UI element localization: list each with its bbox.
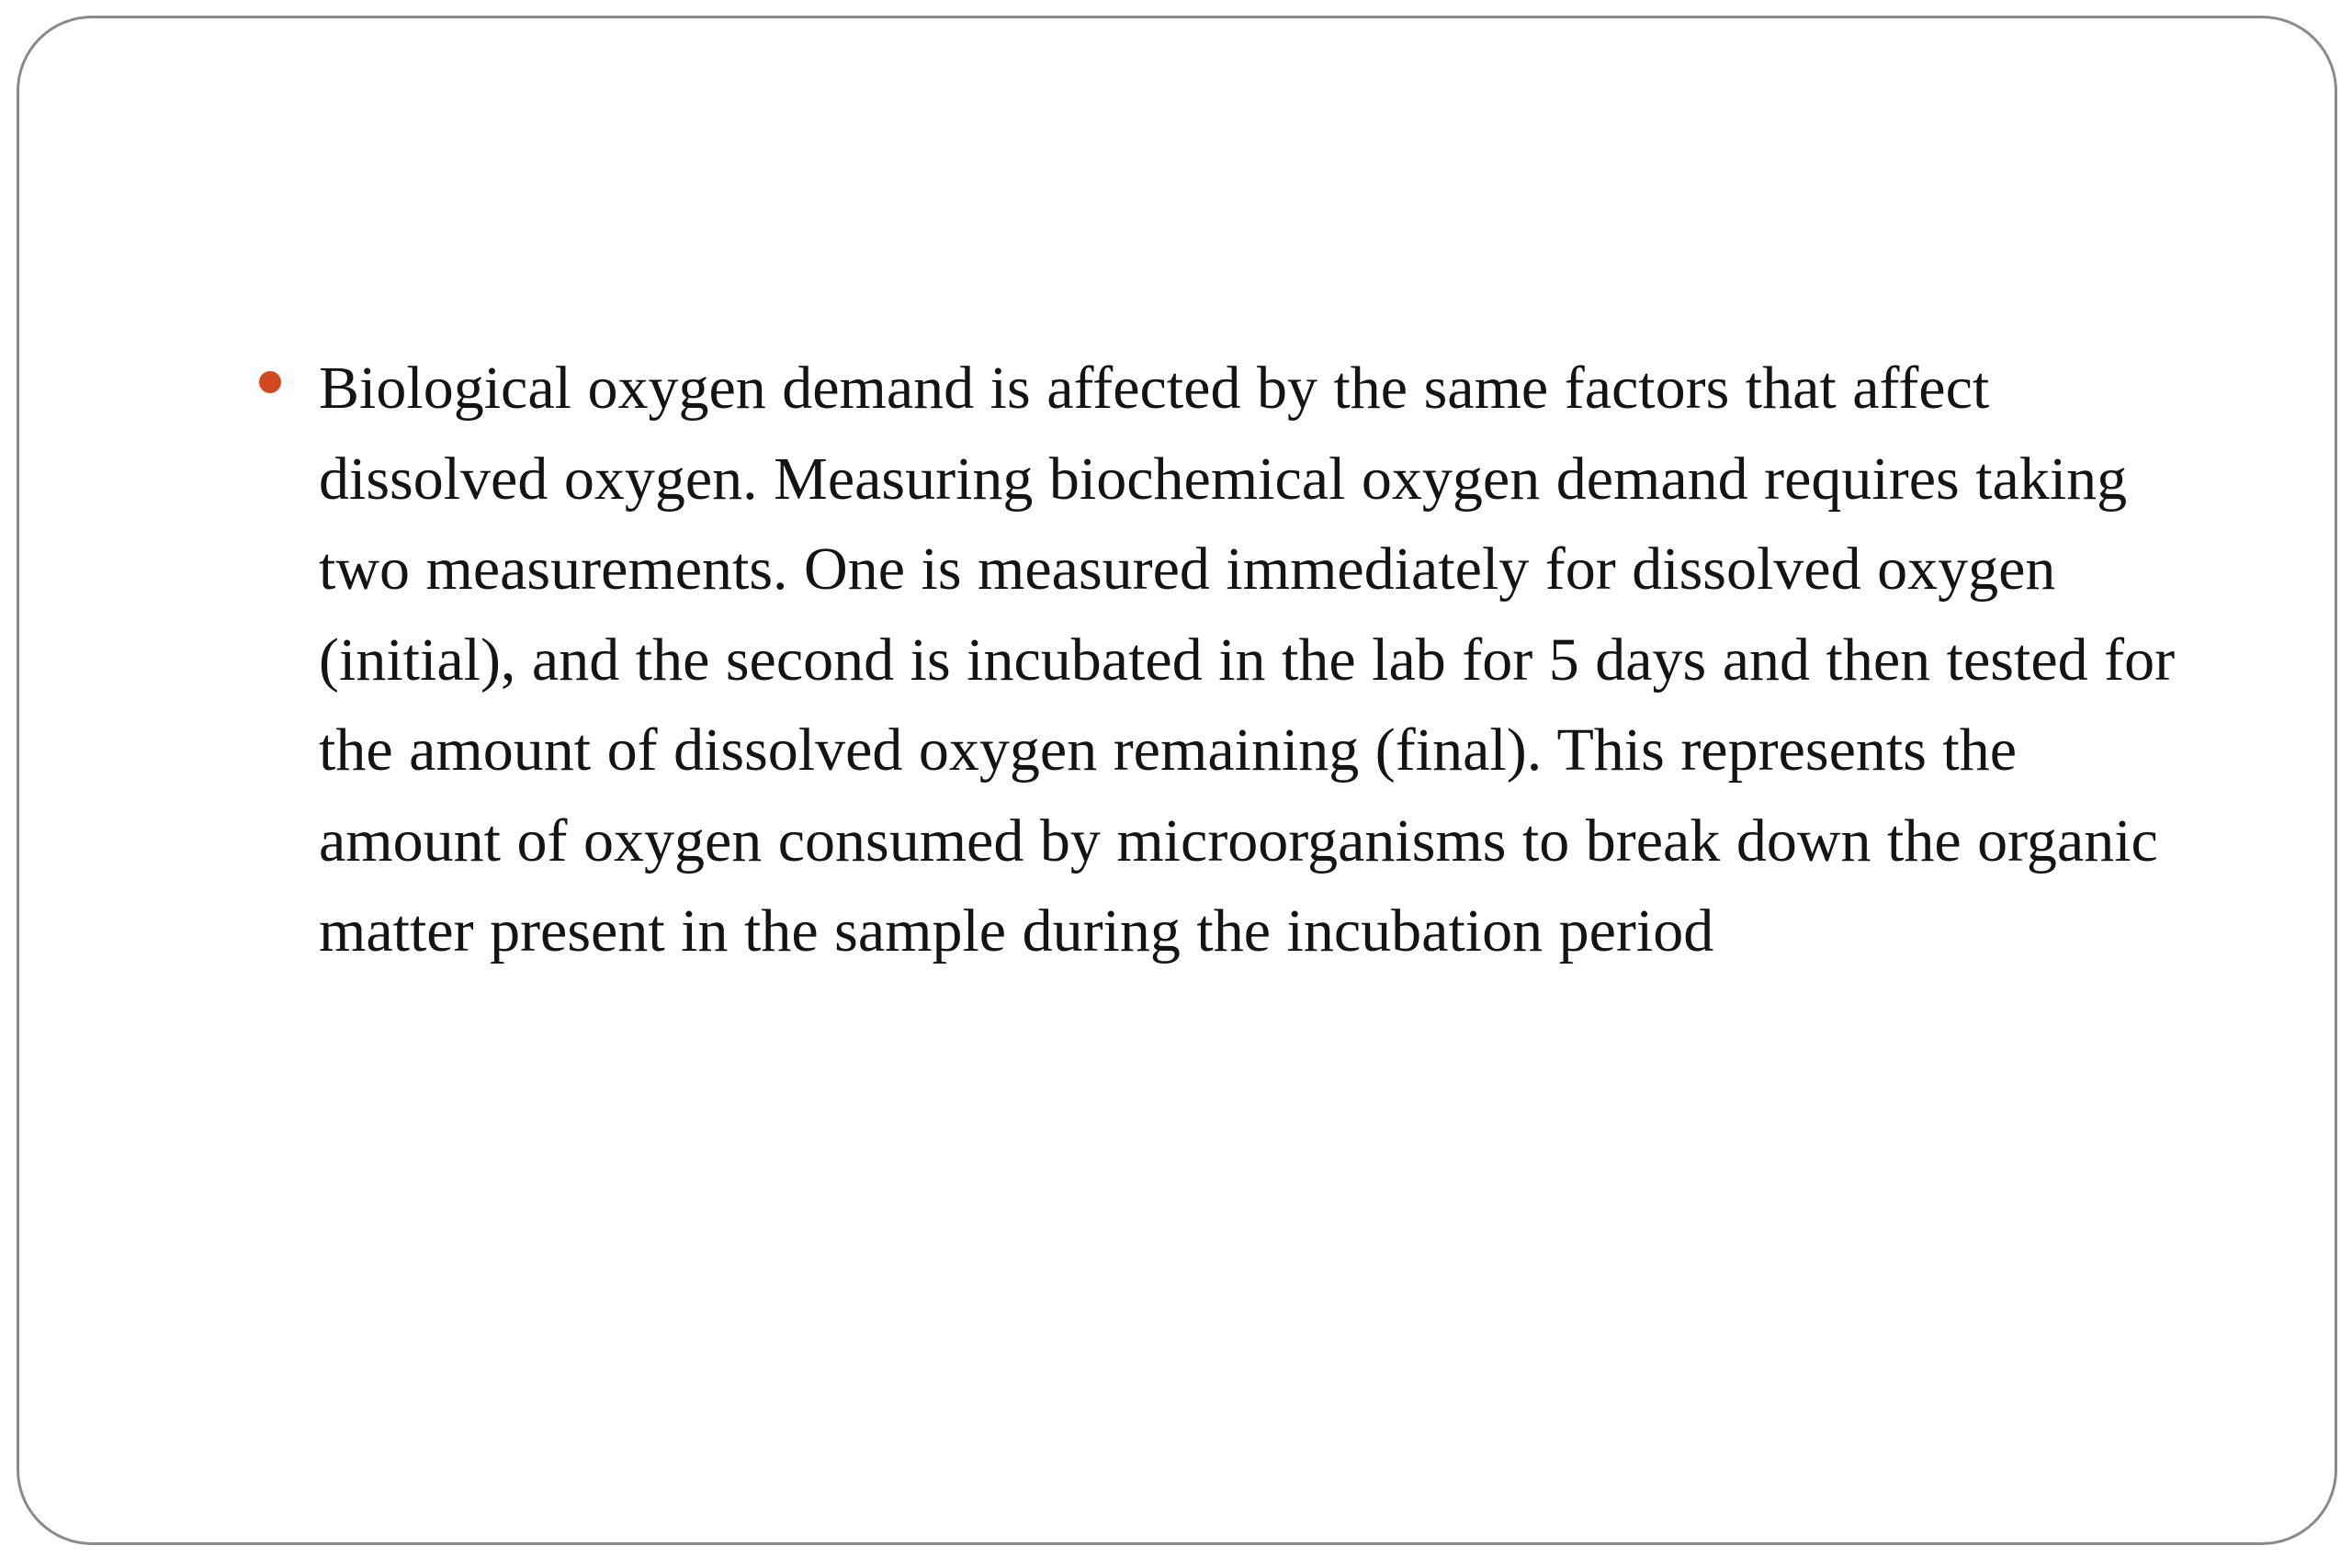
bullet-dot-icon xyxy=(259,371,281,393)
bullet-text: Biological oxygen demand is affected by the same factors that affect dissolved oxygen. Measuring biochemical oxygen demand requires taking two measurements. One is measured immediately for dissolved oxygen (initial), and the second is incubated in the lab for 5 days and then tested for the amount of dissolved oxygen remaining (final). This represents the amount of oxygen consumed by microorganisms to break down the organic matter present in the sample during the incubation period xyxy=(319,355,2176,964)
